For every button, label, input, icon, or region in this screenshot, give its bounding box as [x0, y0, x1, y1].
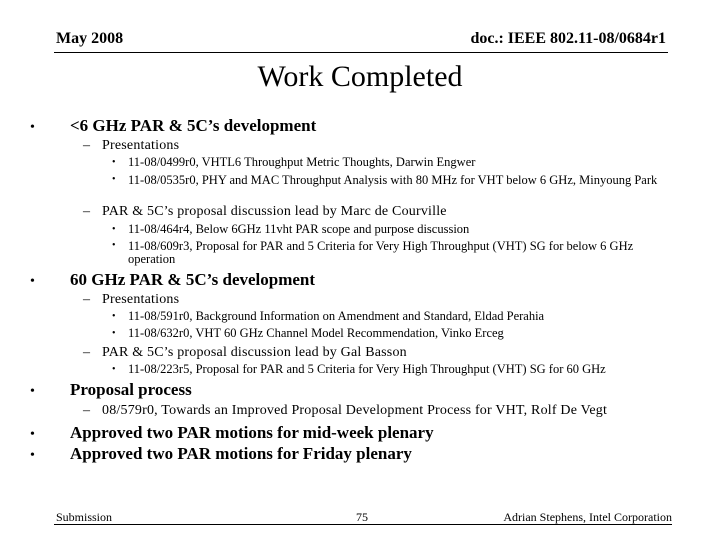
header-rule [54, 52, 668, 53]
dash: – [83, 138, 90, 153]
bullet: • [112, 240, 116, 251]
bullet: • [112, 174, 116, 185]
bullet: • [112, 224, 116, 235]
header-date: May 2008 [56, 30, 124, 47]
sub-heading: PAR & 5C’s proposal discussion lead by Marc de Courville [102, 204, 447, 219]
section-heading: Approved two PAR motions for mid-week plenary [70, 423, 434, 442]
list-item: 11-08/591r0, Background Information on Amendment and Standard, Eldad Perahia [128, 309, 545, 323]
sub-heading: Presentations [102, 292, 180, 307]
bullet: • [30, 274, 35, 289]
bullet: • [112, 364, 116, 375]
list-item: 11-08/609r3, Proposal for PAR and 5 Criteria for Very High Throughput (VHT) SG for below 6 GHz operation [128, 239, 634, 266]
slide-title: Work Completed [257, 60, 463, 93]
list-item: 11-08/0535r0, PHY and MAC Throughput Analysis with 80 MHz for VHT below 6 GHz, Minyoung Park [128, 173, 658, 187]
footer-submission: Submission [56, 510, 113, 524]
sub-heading: Presentations [102, 138, 180, 153]
bullet: • [30, 427, 35, 442]
dash: – [83, 204, 90, 219]
sub-heading: 08/579r0, Towards an Improved Proposal Development Process for VHT, Rolf De Vegt [102, 403, 608, 418]
dash: – [83, 292, 90, 307]
bullet: • [30, 448, 35, 463]
section-heading: Approved two PAR motions for Friday plenary [70, 444, 412, 463]
page-number: 75 [356, 510, 368, 524]
bullet: • [30, 120, 35, 135]
list-item: 11-08/464r4, Below 6GHz 11vht PAR scope and purpose discussion [128, 222, 470, 236]
section-heading: <6 GHz PAR & 5C’s development [70, 116, 317, 135]
bullet: • [30, 384, 35, 399]
section-heading: 60 GHz PAR & 5C’s development [70, 270, 316, 289]
footer-author: Adrian Stephens, Intel Corporation [503, 510, 672, 524]
sub-heading: PAR & 5C’s proposal discussion lead by Gal Basson [102, 345, 407, 360]
header-doc-id: doc.: IEEE 802.11-08/0684r1 [470, 30, 666, 47]
list-item: 11-08/223r5, Proposal for PAR and 5 Criteria for Very High Throughput (VHT) SG for 60 GHz [128, 362, 606, 376]
dash: – [83, 403, 90, 418]
section-heading: Proposal process [70, 380, 192, 399]
list-item: 11-08/632r0, VHT 60 GHz Channel Model Recommendation, Vinko Erceg [128, 326, 504, 340]
dash: – [83, 345, 90, 360]
list-item: 11-08/0499r0, VHTL6 Throughput Metric Thoughts, Darwin Engwer [128, 155, 476, 169]
bullet: • [112, 311, 116, 322]
bullet: • [112, 328, 116, 339]
bullet: • [112, 157, 116, 168]
